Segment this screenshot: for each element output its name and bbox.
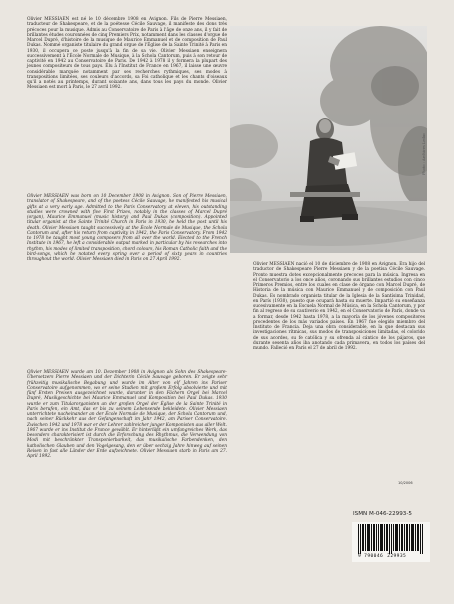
biography-french: [27, 17, 227, 91]
barcode-digits: [358, 554, 406, 559]
composer-photo-image: [230, 26, 427, 253]
barcode-digit-group-1: 790046: [364, 554, 384, 559]
ismn-number: ISMN M-046-22993-5: [353, 511, 412, 517]
biography-english: [27, 194, 227, 262]
biography-german: [27, 370, 227, 459]
biography-english-text: Olivier MESSIAEN was born on 10 December 1908 in Avignon. Son of Pierre Messiaen, translator of Shakespeare, and of the poetess Cécile Sauvage, he manifested his musical gifts at a very early age. Admitted to the Paris Conservatory at eleven, his outstanding studies were crowned with five First Prizes, notably in the classes of Marcel Dupré (organ), Maurice Emmanuel (music history) and Paul Dukas (composition). Appointed titular organist at the Sainte Trinité Church in Paris in 1930, he held the post until his death. Olivier Messiaen taught successively at the École Normale de Musique, the Schola Cantorum and, after his return from captivity in 1942, the Paris Conservatory. From 1942 to 1978 he taught most young composers from all over the world. Elected to the French Institute in 1967, he left a considerable output marked in particular by his researches into rhythm, his modes of limited transposition, chord colours, his Roman Catholic faith and the bird-songs, which he notated every spring over a period of sixty years in countries throughout the world. Olivier Messiaen died in Paris on 27 April 1992.: [27, 194, 227, 262]
biography-spanish: [253, 262, 425, 351]
biography-spanish-text: Olivier MESSIAEN nació el 10 de diciembre de 1908 en Avignon. Era hijo del traductor de Shakespeare Pierre Messiaen y de la poetisa Cécile Sauvage. Pronto muestra dotes excepcionalmente precoces para la música. Ingresa en el Conservatorio a los once años, coronando sus brillantes estudios con cinco Primeros Premios, entre los cuales en clase de órgano con Marcel Dupré, de Historia de la música con Maurice Emmanuel y de composición con Paul Dukas. Es nombrado organista titular de la Iglesia de la Santísima Trinidad, en París (1930), puesto que ocupará hasta su muerte. Impartió su enseñanza sucesivamente en la Escuela Normal de Música, en la Schola Cantorum, y por fin al regreso de su cautiverio en 1942, en el Conservatorio de París, donde va a formar, desde 1942 hasta 1978, a la mayoría de los jóvenes compositores procedentes de los más variados países. En 1967 fue elegido miembro del Instituto de Francia. Deja una obra considerable, en la que destacan sus investigaciones rítmicas, sus modos de transposiciones limitadas, el colorido de sus acordes, su fe católica y su ofrenda al cántico de los pájaros, que durante sesenta años iba anotando cada primavera, en todos los países del mundo. Falleció en París el 27 de abril de 1992.: [253, 262, 425, 351]
biography-german-text: Olivier MESSIAEN wurde am 10. Dezember 1908 in Avignon als Sohn des Shakespeare-Übersetzers Pierre Messiaen und der Dichterin Cécile Sauvage geboren. Er zeigte sehr frühzeitig musikalische Begabung und wurde im Alter von elf Jahren ins Pariser Conservatoire aufgenommen, wo er seine Studien mit großem Erfolg absolvierte und mit fünf Ersten Preisen ausgezeichnet wurde, darunter in den Fächern Orgel bei Marcel Dupré, Musikgeschichte bei Maurice Emmanuel und Komposition bei Paul Dukas. 1930 wurde er zum Titularorganisten an der großen Orgel der Église de la Sainte Trinité in Paris berufen, ein Amt, das er bis zu seinem Lebensende bekleidete. Olivier Messiaen unterrichtete nacheinander an der École Normale de Musique, der Schola Cantorum und, nach seiner Rückkehr aus der Gefangenschaft im Jahr 1942, am Pariser Conservatoire. Zwischen 1942 und 1978 war er der Lehrer zahlreicher junger Komponisten aus aller Welt. 1967 wurde er ins Institut de France gewählt. Er hinterläßt ein umfangreiches Werk, das besonders charakterisiert ist durch die Erforschung des Rhythmus, die Verwendung von Modi mit beschränkter Transponierbarkeit, das musikalische Farbendenken, den katholischen Glauben und den Vogelgesang, den er über sechzig Jahre hinweg auf seinen Reisen in fast alle Länder der Erde aufzeichnete. Olivier Messiaen starb in Paris am 27. April 1992.: [27, 370, 227, 459]
biography-french-text: Olivier MESSIAEN est né le 10 décembre 1908 en Avignon. Fils de Pierre Messiaen, traducteur de Shakespeare, et de la poétesse Cécile Sauvage, il manifeste des dons très précoces pour la musique. Admis au Conservatoire de Paris à l'âge de onze ans, il y fait de brillantes études couronnées de cinq Premiers Prix, notamment dans les classes d'orgue de Marcel Dupré, d'histoire de la musique de Maurice Emmanuel et de composition de Paul Dukas. Nommé organiste titulaire du grand orgue de l'Église de la Sainte Trinité à Paris en 1930, il occupera ce poste jusqu'à la fin de sa vie. Olivier Messiaen enseignera successivement à l'École Normale de Musique, à la Schola Cantorum, puis à son retour de captivité en 1942 au Conservatoire de Paris. De 1942 à 1978 il y formera la plupart des jeunes compositeurs de tous pays. Élu à l'Institut de France en 1967, il laisse une œuvre considérable marquée notamment par ses recherches rythmiques, ses modes à transpositions limitées, ses couleurs d'accords, sa Foi catholique et les chants d'oiseaux qu'il a notés au printemps, durant soixante ans, dans tous les pays du monde. Olivier Messiaen est mort à Paris, le 27 avril 1992.: [27, 17, 227, 91]
barcode-digit-group-2: 229935: [387, 554, 407, 559]
edition-code: 10/2006: [398, 481, 413, 485]
barcode-digit-lead: 9: [358, 554, 362, 559]
composer-photo: [230, 26, 427, 253]
photo-credit: Photo : Archives Leduc: [422, 132, 426, 175]
